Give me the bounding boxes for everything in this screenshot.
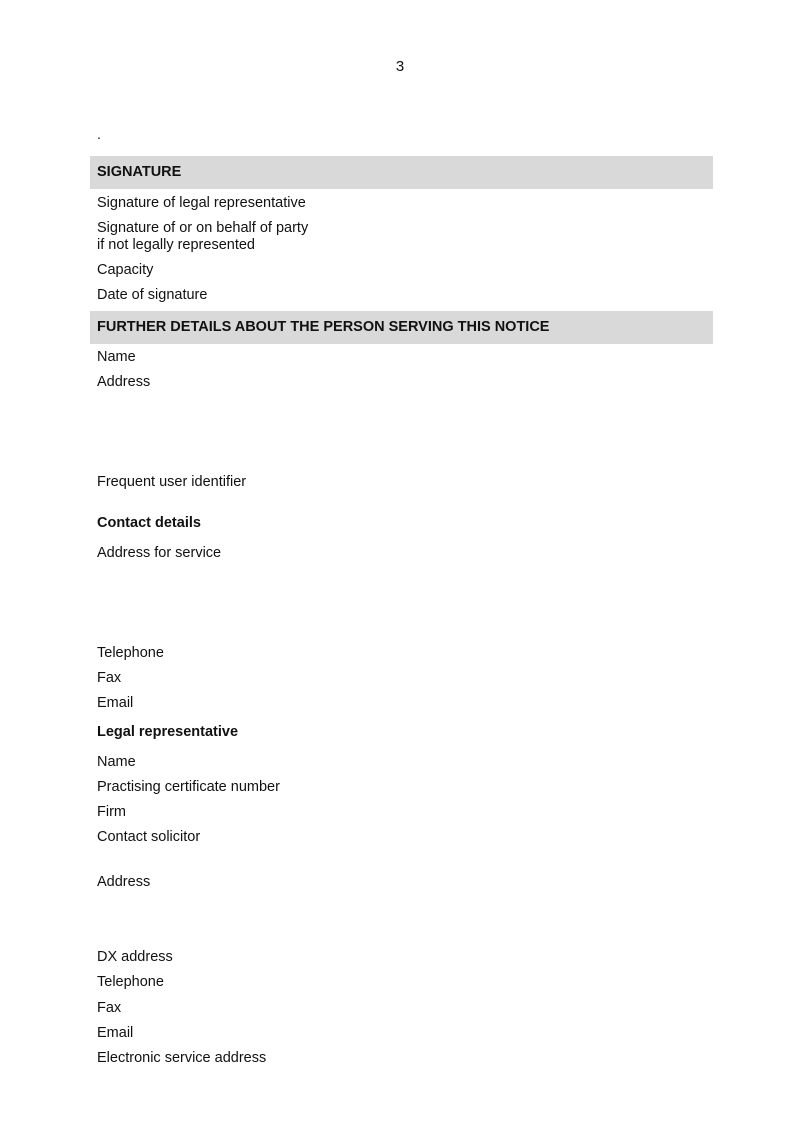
legal-rep-name-label: Name — [97, 754, 136, 770]
legal-rep-fax-label: Fax — [97, 1000, 122, 1016]
legal-rep-address-label: Address — [97, 874, 151, 890]
server-name-label: Name — [97, 349, 136, 365]
contact-details-heading: Contact details — [97, 515, 201, 531]
capacity-label: Capacity — [97, 262, 154, 278]
server-details-section-header — [90, 311, 713, 344]
server-details-section-title: FURTHER DETAILS ABOUT THE PERSON SERVING THIS NOTICE — [97, 319, 550, 335]
server-address-label: Address — [97, 374, 151, 390]
signature-section-header — [90, 156, 713, 189]
electronic-service-address-label: Electronic service address — [97, 1050, 267, 1066]
contact-fax-label: Fax — [97, 670, 122, 686]
signature-section-title: SIGNATURE — [97, 164, 182, 180]
frequent-user-identifier-label: Frequent user identifier — [97, 474, 247, 490]
legal-rep-email-label: Email — [97, 1025, 134, 1041]
practising-certificate-label: Practising certificate number — [97, 779, 280, 795]
signature-party-label-cont: if not legally represented — [97, 237, 255, 253]
signature-legal-rep-label: Signature of legal representative — [97, 195, 306, 211]
legal-rep-telephone-label: Telephone — [97, 974, 164, 990]
contact-solicitor-label: Contact solicitor — [97, 829, 201, 845]
stray-mark: . — [97, 126, 101, 142]
contact-telephone-label: Telephone — [97, 645, 164, 661]
page-number: 3 — [395, 58, 405, 75]
address-for-service-label: Address for service — [97, 545, 222, 561]
firm-label: Firm — [97, 804, 126, 820]
signature-party-label: Signature of or on behalf of party — [97, 220, 309, 236]
dx-address-label: DX address — [97, 949, 173, 965]
legal-representative-heading: Legal representative — [97, 724, 239, 740]
date-of-signature-label: Date of signature — [97, 287, 208, 303]
contact-email-label: Email — [97, 695, 134, 711]
